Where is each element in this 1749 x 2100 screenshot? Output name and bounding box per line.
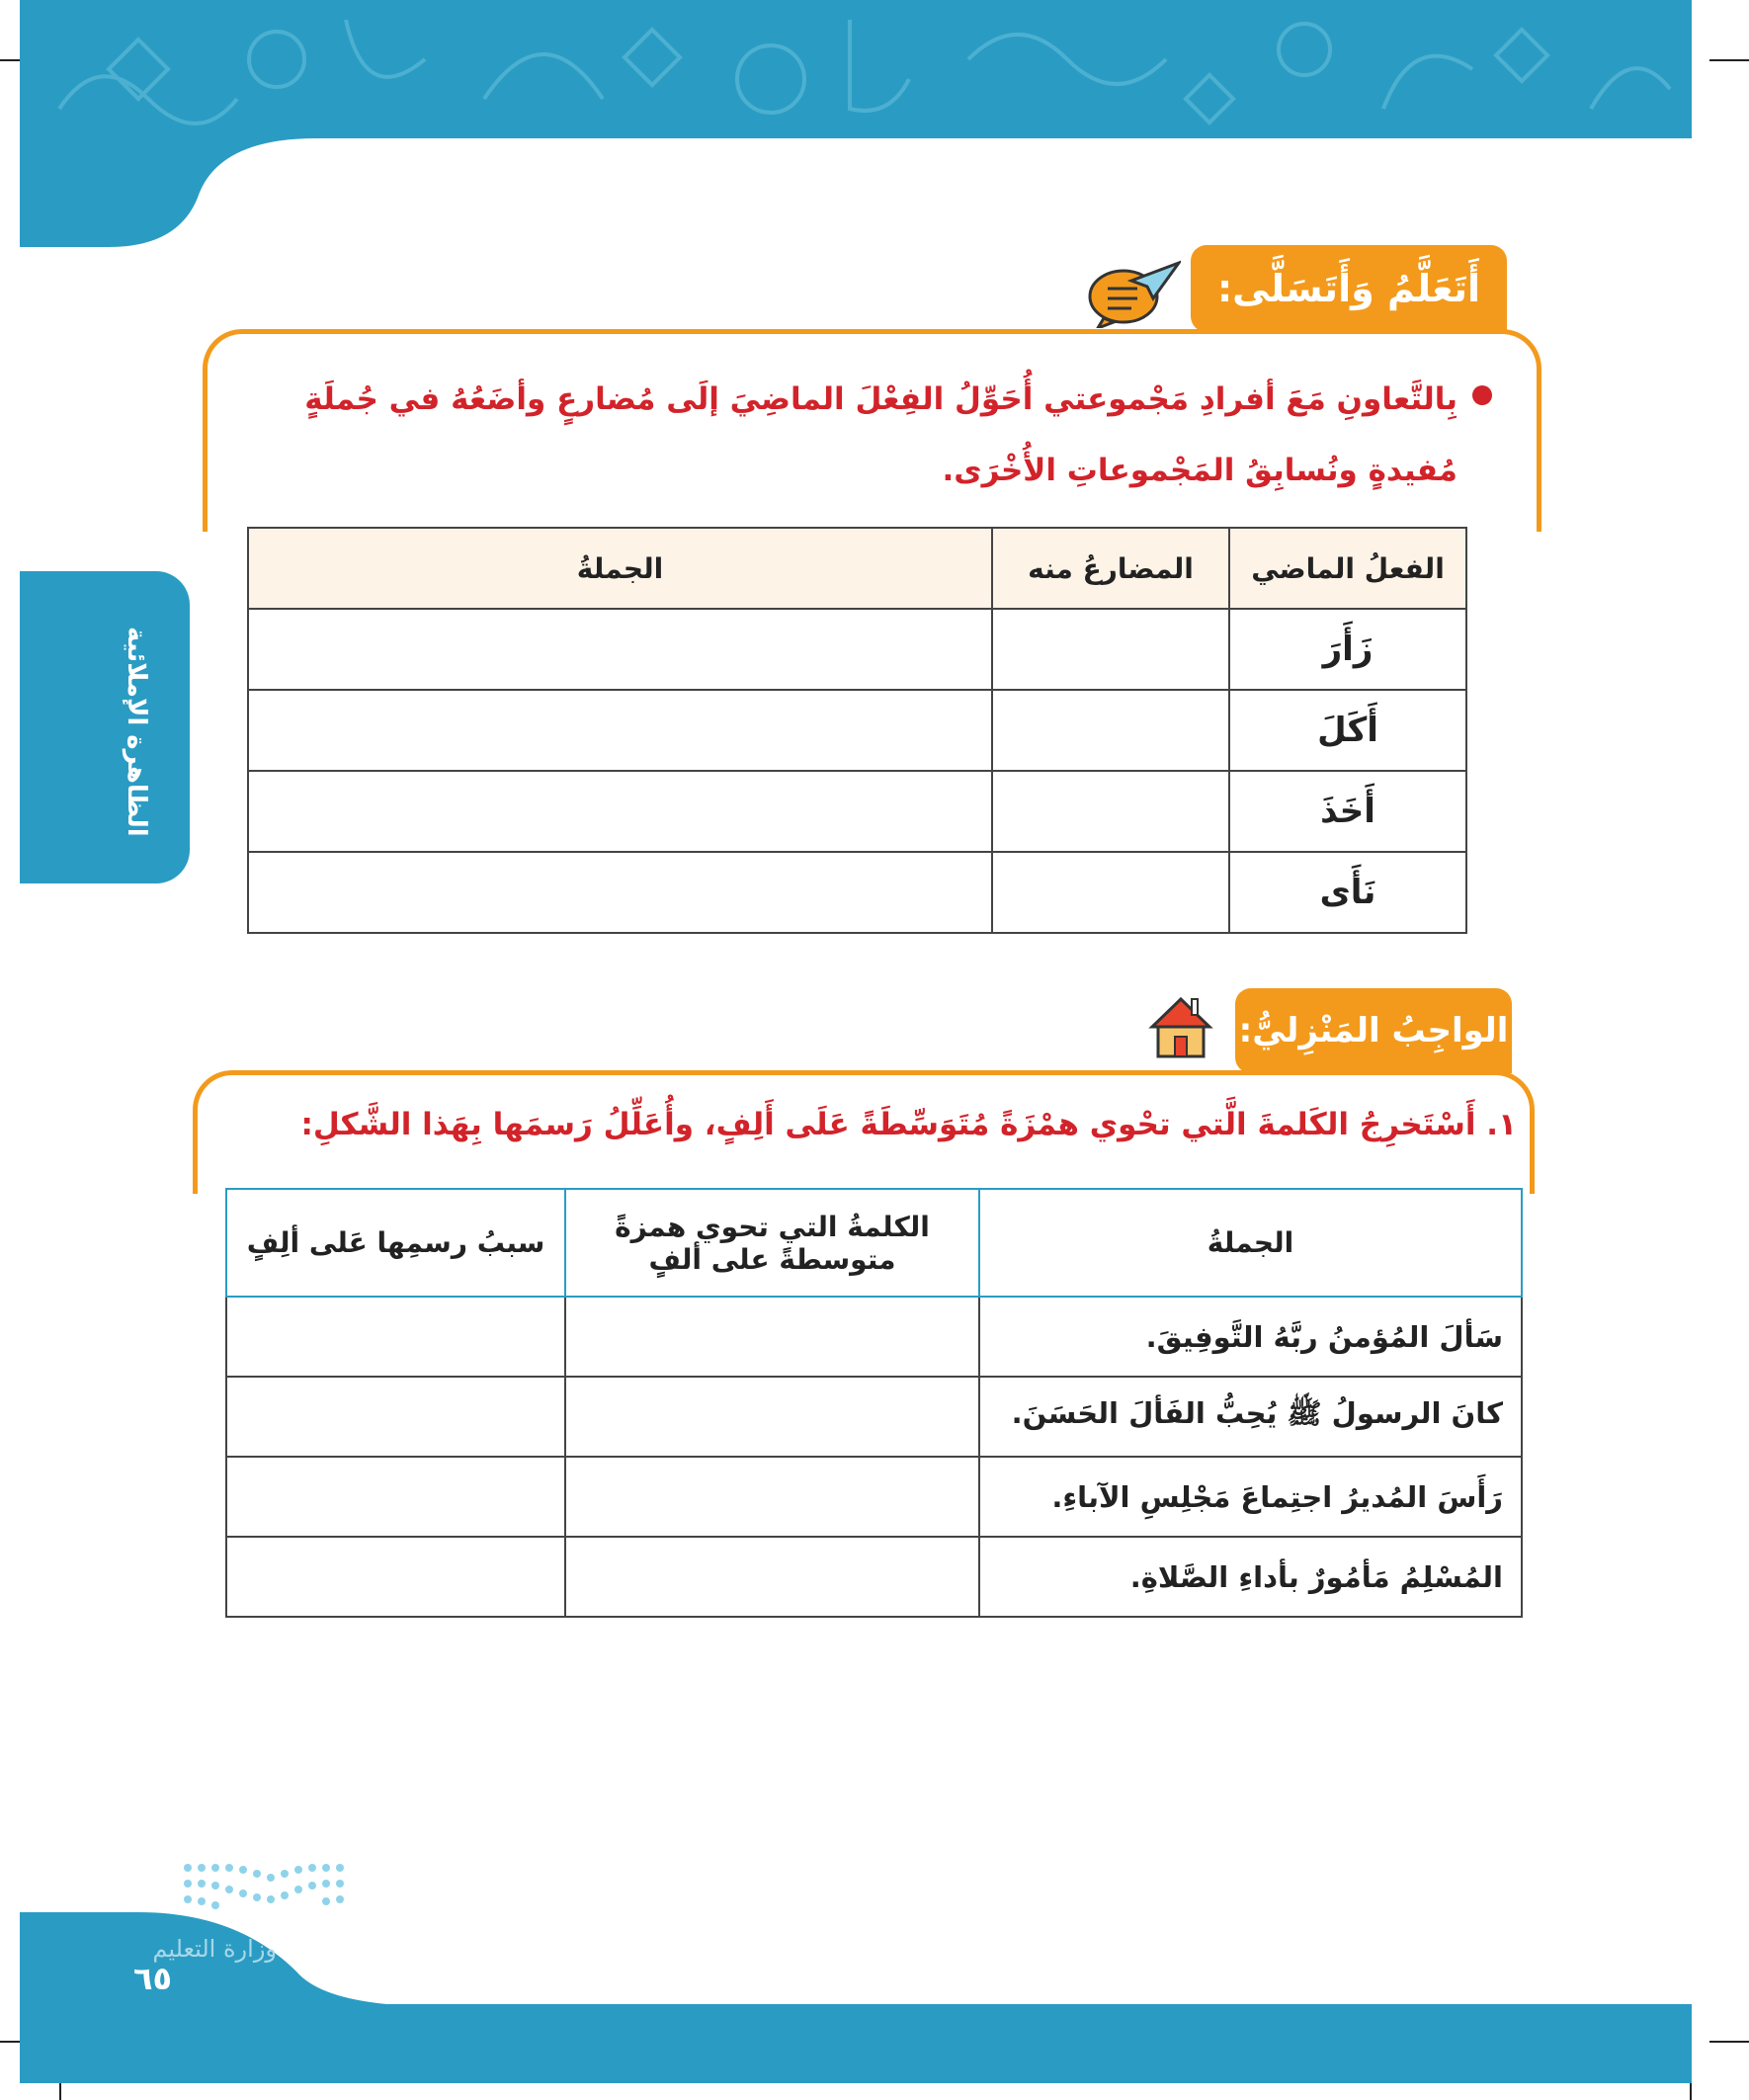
table-row <box>226 1537 1522 1617</box>
present-verb-cell[interactable] <box>992 609 1229 690</box>
homework-section-title: الواجِبُ المَنْزِليُّ: <box>1235 988 1512 1073</box>
calligraphy-pattern <box>20 0 1692 138</box>
top-banner-curve <box>20 138 316 247</box>
sentence-cell[interactable] <box>248 771 992 852</box>
table-row <box>248 771 1466 852</box>
learn-section-title: أَتَعَلَّمُ وَأَتَسَلَّى: <box>1191 245 1507 332</box>
hamza-table <box>225 1188 1523 1618</box>
header-sentence: الجملةُ <box>979 1189 1522 1297</box>
table-row <box>226 1377 1522 1457</box>
side-tab <box>20 571 190 883</box>
table-row <box>248 852 1466 933</box>
present-verb-cell[interactable] <box>992 771 1229 852</box>
sentence-cell: سَألَ المُؤمنُ ربَّهُ التَّوفِيقَ. <box>979 1297 1522 1377</box>
paper-plane-chat-icon <box>1082 259 1181 328</box>
present-verb-cell[interactable] <box>992 852 1229 933</box>
present-verb-cell[interactable] <box>992 690 1229 771</box>
sentence-cell: المُسْلِمُ مَأمُورٌ بأداءِ الصَّلاةِ. <box>979 1537 1522 1617</box>
header-hamza-word: الكلمةُ التي تحوي همزةً متوسطةً على ألفٍ <box>565 1189 979 1297</box>
verbs-table <box>247 527 1467 934</box>
crop-mark-top-right-h <box>1709 59 1749 61</box>
past-verb-cell: أَخَذَ <box>1229 771 1466 852</box>
top-banner <box>20 0 1692 138</box>
past-verb-cell: زَأَرَ <box>1229 609 1466 690</box>
word-cell[interactable] <box>565 1537 979 1617</box>
sentence-cell: رَأَسَ المُديرُ اجتِماعَ مَجْلِسِ الآباءِ. <box>979 1457 1522 1537</box>
header-reason: سببُ رسمِها عَلى ألِفٍ <box>226 1189 565 1297</box>
past-verb-cell: أَكَلَ <box>1229 690 1466 771</box>
past-verb-cell: نَأَى <box>1229 852 1466 933</box>
header-sentence: الجملةُ <box>248 528 992 609</box>
bottom-banner <box>20 2004 1692 2083</box>
sentence-cell[interactable] <box>248 852 992 933</box>
header-past-verb: الفعلُ الماضي <box>1229 528 1466 609</box>
learn-instruction: بِالتَّعاونِ مَعَ أفرادِ مَجْموعتي أُحَوِّلُ الفِعْلَ الماضِيَ إلَى مُضارعٍ وأضَعُهُ في جُملَةٍ مُفيدةٍ ونُسابِقُ المَجْموعاتِ الأُخْرَى. <box>304 381 1458 488</box>
table-row <box>226 1297 1522 1377</box>
table-row <box>226 1457 1522 1537</box>
sentence-cell[interactable] <box>248 690 992 771</box>
word-cell[interactable] <box>565 1457 979 1537</box>
header-present-verb: المضارعُ منه <box>992 528 1229 609</box>
house-icon <box>1146 993 1215 1062</box>
homework-instruction: ١. أَسْتَخرِجُ الكَلمةَ الَّتي تحْوي همْزَةً مُتَوَسِّطَةً عَلَى أَلِفٍ، وأُعَلِّلُ رَسمَها بِهَذا الشَّكلِ: <box>300 1107 1517 1142</box>
word-cell[interactable] <box>565 1377 979 1457</box>
reason-cell[interactable] <box>226 1457 565 1537</box>
table-row <box>248 690 1466 771</box>
crop-mark-bottom-right-h <box>1709 2041 1749 2043</box>
ministry-name: وزارة التعليم <box>152 1935 277 1963</box>
reason-cell[interactable] <box>226 1537 565 1617</box>
sentence-cell: كانَ الرسولُ ﷺ يُحِبُّ الفَألَ الحَسَنَ. <box>979 1377 1522 1457</box>
reason-cell[interactable] <box>226 1297 565 1377</box>
bullet-dot <box>1472 385 1492 405</box>
reason-cell[interactable] <box>226 1377 565 1457</box>
side-tab-label: الظاهرة الإملائية <box>122 626 151 837</box>
word-cell[interactable] <box>565 1297 979 1377</box>
page-number: ٦٥ <box>133 1960 173 1997</box>
sentence-cell[interactable] <box>248 609 992 690</box>
table-row <box>248 609 1466 690</box>
